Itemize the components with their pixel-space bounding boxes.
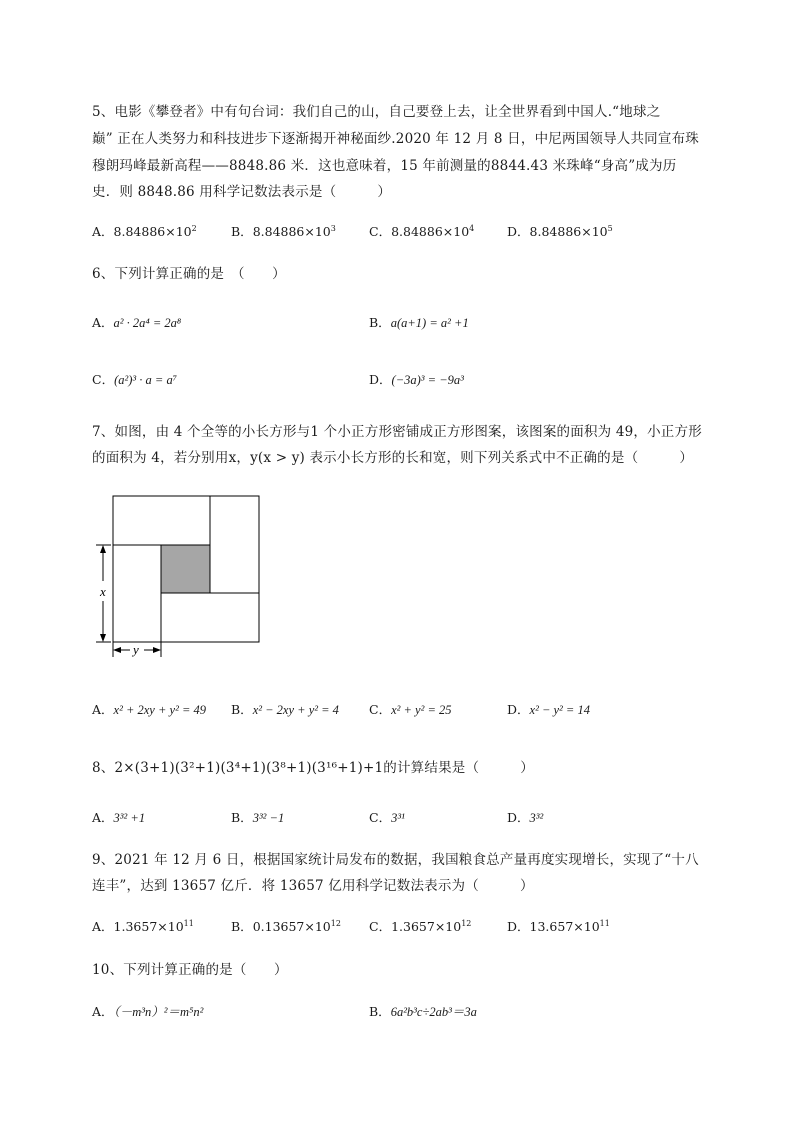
option-label: A． (92, 224, 114, 239)
option-exponent: 12 (461, 919, 472, 928)
option-exponent: 5 (607, 224, 613, 233)
q7-square-figure (90, 490, 270, 660)
option-expression: 3³¹ (391, 811, 405, 825)
option-expression: 3³² +1 (113, 811, 146, 825)
option-base: 1.3657×10 (391, 919, 462, 934)
q5-option-d[interactable] (507, 222, 613, 240)
option-label: B． (231, 919, 253, 934)
q10-stem: 10、下列计算正确的是（ ） (92, 962, 288, 978)
option-label: C． (369, 810, 392, 825)
option-expression: (a²)³ · a = a⁷ (114, 373, 178, 387)
option-expression: x² − y² = 14 (529, 703, 590, 717)
q5-stem-line-3: 穆朗玛峰最新高程——8848.86 米．这也意味着，15 年前测量的8844.43 米珠峰“身高”成为历 (92, 158, 677, 174)
option-label: D． (507, 919, 530, 934)
q6-stem: 6、下列计算正确的是 （ ） (92, 266, 286, 282)
q6-option-c[interactable] (92, 370, 177, 388)
option-expression: x² + y² = 25 (391, 703, 452, 717)
option-label: B． (231, 810, 253, 825)
option-expression: 3³² −1 (252, 811, 285, 825)
option-expression: x² + 2xy + y² = 49 (113, 703, 207, 717)
small-square-shaded (161, 545, 210, 593)
q5-option-c[interactable] (369, 222, 474, 240)
option-exponent: 12 (330, 919, 341, 928)
option-exponent: 11 (183, 919, 194, 928)
y-arrow-right (153, 647, 161, 653)
q8-option-a[interactable] (92, 808, 145, 826)
option-expression: 3³² (529, 811, 544, 825)
q5-option-a[interactable] (92, 222, 197, 240)
q6-option-d[interactable] (369, 370, 464, 388)
option-expression: x² − 2xy + y² = 4 (252, 703, 339, 717)
x-arrow-up (100, 545, 106, 553)
option-expression: a(a+1) = a² +1 (390, 316, 469, 330)
option-base: 1.3657×10 (113, 919, 184, 934)
q5-option-b[interactable] (231, 222, 336, 240)
q7-stem-line-2: 的面积为 4，若分别用x，y(x > y) 表示小长方形的长和宽，则下列关系式中不正确的是（ ） (92, 450, 694, 466)
y-arrow-left (113, 647, 121, 653)
q9-option-c[interactable] (369, 917, 471, 935)
option-label: D． (507, 702, 530, 717)
option-label: C． (92, 372, 115, 387)
option-label: A． (92, 1004, 114, 1019)
option-exponent: 2 (191, 224, 197, 233)
q7-option-b[interactable] (231, 700, 339, 718)
q8-stem: 8、2×(3+1)(3²+1)(3⁴+1)(3⁸+1)(3¹⁶+1)+1的计算结果是（ ） (92, 760, 534, 776)
q6-option-a[interactable] (92, 313, 181, 331)
option-base: 8.84886×10 (529, 224, 608, 239)
q5-stem-line-4: 史．则 8848.86 用科学记数法表示是（ ） (92, 184, 392, 200)
option-exponent: 4 (469, 224, 475, 233)
x-label: x (100, 584, 106, 599)
option-base: 13.657×10 (529, 919, 600, 934)
q5-stem-line-2: 巅” 正在人类努力和科技进步下逐渐揭开神秘面纱.2020 年 12 月 8 日，中尼两国领导人共同宣布珠 (92, 131, 699, 147)
q10-option-a[interactable] (92, 1002, 203, 1020)
q7-stem-line-1: 7、如图，由 4 个全等的小长方形与1 个小正方形密铺成正方形图案，该图案的面积为 49，小正方形 (92, 424, 702, 440)
option-label: C． (369, 224, 392, 239)
option-expression: (−3a)³ = −9a³ (391, 373, 464, 387)
q7-option-d[interactable] (507, 700, 590, 718)
option-base: 8.84886×10 (113, 224, 192, 239)
q7-option-a[interactable] (92, 700, 206, 718)
option-expression: 6a²b³c÷2ab³＝3a (390, 1005, 477, 1019)
option-exponent: 3 (330, 224, 336, 233)
option-label: A． (92, 810, 114, 825)
q8-option-d[interactable] (507, 808, 543, 826)
option-label: C． (369, 919, 392, 934)
option-label: A． (92, 919, 114, 934)
q8-option-c[interactable] (369, 808, 405, 826)
option-label: D． (369, 372, 392, 387)
option-label: B． (369, 1004, 391, 1019)
q9-option-b[interactable] (231, 917, 341, 935)
option-label: D． (507, 810, 530, 825)
q9-option-a[interactable] (92, 917, 194, 935)
option-base: 8.84886×10 (391, 224, 470, 239)
y-label: y (133, 642, 139, 657)
option-label: B． (369, 315, 391, 330)
q9-stem-line-1: 9、2021 年 12 月 6 日，根据国家统计局发布的数据，我国粮食总产量再度实现增长，实现了“十八 (92, 852, 699, 868)
option-base: 8.84886×10 (252, 224, 331, 239)
q7-option-c[interactable] (369, 700, 452, 718)
x-arrow-down (100, 634, 106, 642)
option-label: C． (369, 702, 392, 717)
option-label: A． (92, 702, 114, 717)
option-base: 0.13657×10 (252, 919, 331, 934)
option-expression: （－m³n）²＝m⁵n² (113, 1005, 204, 1019)
q9-stem-line-2: 连丰”，达到 13657 亿斤．将 13657 亿用科学记数法表示为（ ） (92, 878, 534, 894)
option-expression: a² · 2a⁴ = 2a⁸ (113, 316, 182, 330)
option-label: B． (231, 224, 253, 239)
q9-option-d[interactable] (507, 917, 610, 935)
option-label: A． (92, 315, 114, 330)
option-label: B． (231, 702, 253, 717)
q5-stem-line-1: 5、电影《攀登者》中有句台词：我们自己的山，自己要登上去，让全世界看到中国人.“地球之 (92, 104, 661, 120)
q10-option-b[interactable] (369, 1002, 477, 1020)
option-exponent: 11 (599, 919, 610, 928)
option-label: D． (507, 224, 530, 239)
q6-option-b[interactable] (369, 313, 469, 331)
q8-option-b[interactable] (231, 808, 284, 826)
